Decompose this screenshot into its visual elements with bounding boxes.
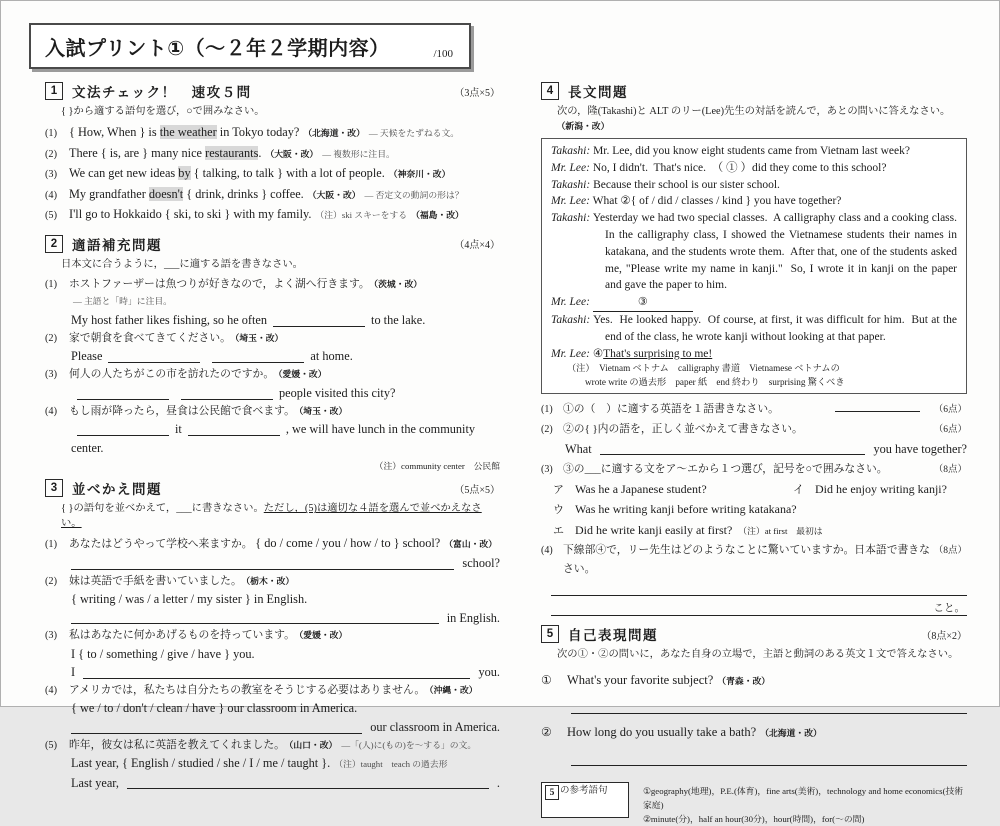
text-run: もし雨が降ったら，昼食は公民館で食べます。 [69, 404, 295, 417]
s5-item-1 [541, 671, 967, 691]
dialogue-line [551, 312, 960, 346]
dialogue-text: Yesterday we had two special classes. A calligraphy class and a cooking class. In the calligraphy class, I showed the Vietnamese students their names in katakana, and the students wrote them. After that, one of the students asked me, "Please write my name in kanji." So, I wrote it in kanji on the paper and gave the paper to him. [592, 212, 963, 292]
answer-blank [188, 423, 280, 436]
answer-line [71, 610, 439, 624]
vocab-note: （注）at first 最初は [738, 525, 823, 536]
question-text: ③の___に適する文をア～エから１つ選び，記号を○で囲みなさい。 [563, 462, 888, 475]
source-tag: （茨城・改） [373, 278, 423, 289]
item-number: (2) [45, 575, 58, 587]
text-run: Last year, [71, 775, 119, 790]
text-run: in English. [446, 610, 500, 625]
text-run: 何人の人たちがこの市を訪れたのですか。 [69, 368, 275, 381]
section4-instruction [557, 104, 967, 134]
reference-label-box [541, 782, 629, 818]
section5-title: 自己表現問題 [568, 628, 658, 644]
item-text [69, 205, 500, 225]
underlined-sentence: That's surprising to me! [603, 347, 713, 360]
s4-question-1 [541, 399, 967, 420]
speaker-name: Takashi: [551, 313, 591, 326]
s2-item-3-answer [71, 384, 500, 403]
question-text: How long do you usually take a bath? [567, 725, 757, 740]
japanese-prompt [69, 682, 500, 700]
answer-blank [77, 387, 169, 400]
highlighted-word: the weather [159, 125, 217, 139]
dialogue-line [551, 193, 957, 210]
item-number: (3) [45, 169, 58, 181]
text-run: school? [462, 555, 500, 570]
section1-header [45, 81, 500, 101]
section2-score: （4点×4） [454, 240, 500, 252]
s1-item-5 [45, 205, 500, 226]
answer-blank [212, 350, 304, 363]
s3-item-1-prompt [45, 535, 500, 554]
vocabulary-note-line1: （注） Vietnam ベトナム calligraphy 書道 Vietnamese ベトナムの [567, 363, 840, 374]
s3-item-2-words: { writing / was / a letter / my sister } in English. [71, 592, 308, 607]
item-number: (5) [45, 210, 58, 222]
speaker-name: Mr. Lee: [551, 161, 590, 174]
section5-header [541, 624, 967, 644]
text-run: We can get new ideas [69, 166, 179, 181]
text-run: . [258, 145, 262, 160]
question-number: (3) [541, 463, 553, 475]
text-run: . [496, 775, 500, 790]
item-number: (2) [45, 332, 58, 344]
dialogue-text: Because their school is our sister school. [593, 178, 780, 191]
s3-item-3-answer [71, 663, 500, 682]
dialogue-text: No, I didn't. That's nice. （ ① ）did they come to this school? [592, 161, 887, 174]
highlighted-word: restaurants [205, 145, 259, 160]
section4-header [541, 81, 967, 101]
text-run: 昨年，彼女は私に英語を教えてくれました。 [69, 738, 285, 751]
source-tag: （栃木・改） [245, 575, 295, 586]
item-number: (1) [45, 539, 58, 551]
hint-note: ―「(人)に(もの)を～する」の文。 [341, 739, 477, 750]
source-tag: （大阪・改） [307, 189, 361, 200]
points-tag: （6点） [933, 424, 967, 435]
points-tag: （8点） [933, 546, 967, 557]
item-number: (4) [45, 684, 58, 696]
source-tag: （青森・改） [717, 676, 771, 687]
section2-header [45, 234, 500, 254]
vocab-note: （注）taught teach の過去形 [334, 759, 448, 770]
option-text: Did he write kanji easily at first? [575, 522, 733, 537]
question-text: ②の{ }内の語を，正しく並べかえて書きなさい。 [563, 422, 803, 435]
s2-item-4-prompt [45, 403, 500, 421]
japanese-prompt [69, 627, 500, 645]
text-run: , we will have lunch in the community center. [71, 422, 476, 456]
highlighted-word: doesn't [148, 186, 184, 201]
spacer [45, 226, 500, 234]
reference-line-1: ①geography(地理)，P.E.(体育)，fine arts(美術)，technology and home economics(技術家庭) [643, 786, 964, 810]
speaker-name: Takashi: [551, 212, 591, 225]
option-a [553, 480, 793, 501]
text-run: { talking, to talk } with a lot of people. [190, 166, 385, 181]
item-number: ① [541, 673, 552, 688]
item-number: (3) [45, 369, 58, 381]
highlighted-word: by [178, 166, 191, 181]
s3-item-3-words: I { to / something / give / have } you. [71, 646, 255, 661]
item-text [69, 185, 500, 205]
underlined-instruction: ただし，(5)は適切な４語を選んで並べかえなさい。 [61, 503, 482, 530]
s5-item-2 [541, 723, 967, 743]
japanese-prompt [69, 573, 500, 591]
text-run: you. [478, 665, 500, 680]
source-tag: （埼玉・改） [234, 332, 284, 343]
speaker-name: Mr. Lee: [551, 195, 590, 208]
option-label: ア [553, 483, 564, 496]
answer-line [71, 556, 454, 570]
text-run: My host father likes fishing, so he often [71, 312, 268, 327]
hint-note: ― 主語と「時」に注目。 [73, 296, 172, 307]
right-column [541, 81, 967, 826]
text-run: 家で朝食を食べてきてください。 [69, 331, 231, 344]
source-tag: （北海道・改） [303, 128, 365, 138]
tail-text: こと。 [933, 603, 965, 615]
item-number: (1) [45, 278, 58, 290]
question-number: (2) [541, 423, 553, 435]
section1-score: （3点×5） [454, 87, 500, 99]
s3-item-2-answer [71, 609, 500, 628]
title-box [29, 23, 471, 69]
answer-line [551, 579, 967, 596]
spacer [541, 616, 967, 624]
item-number: (1) [45, 128, 58, 139]
brace-words: Last year, { English / studied / she / I / me / taught }. [71, 756, 331, 771]
source-tag: （埼玉・改） [298, 405, 348, 416]
dialogue-text: Mr. Lee, did you know eight students came from Vietnam last week? [593, 145, 910, 157]
answer-blank [77, 423, 169, 436]
section5-instruction: 次の①・②の問いに，あなた自身の立場で，主語と動詞のある英文１文で答えなさい。 [557, 649, 959, 661]
text-run: I [71, 665, 76, 680]
circled-number: ④ [592, 347, 604, 360]
section4-title: 長文問題 [568, 85, 628, 100]
item-number: (2) [45, 148, 58, 160]
dialogue-text: Yes. He looked happy. Of course, at first, it was difficult for him. But at the end of the class, he wrote kanji without looking at that paper. [593, 313, 960, 343]
s3-item-5-words [71, 754, 500, 774]
reference-label: の参考語句 [560, 786, 608, 797]
option-b [793, 480, 947, 501]
text-run: { drink, drinks } coffee. [183, 186, 304, 201]
section2-instruction: 日本文に合うように，___に適する語を書きなさい。 [61, 258, 303, 270]
s2-item-2-answer [71, 347, 500, 366]
s4-question-2 [541, 420, 967, 440]
text-run: { How, When } is [69, 125, 160, 139]
text-run: 私はあなたに何かあげるものを持っています。 [69, 629, 295, 642]
s4-question-2-answer [565, 440, 967, 458]
page-title: 入試プリント①（～２年２学期内容） [45, 37, 390, 60]
brace-words: { do / come / you / how / to } school? [255, 536, 441, 551]
section1-instruction: { }から適する語句を選び，○で囲みなさい。 [61, 106, 265, 117]
option-text: Did he enjoy writing kanji? [815, 481, 947, 496]
answer-line [127, 775, 489, 789]
s3-item-5-prompt [45, 737, 500, 755]
section3-instruction [61, 501, 500, 531]
dialogue-blank: ③ [593, 294, 693, 312]
text-run: to the lake. [371, 312, 426, 327]
section5-score: （8点×2） [921, 630, 967, 642]
s3-item-1-answer [71, 554, 500, 573]
s3-item-5-answer [71, 774, 500, 793]
answer-blank [108, 350, 200, 363]
points-tag: （6点） [933, 404, 967, 415]
item-number: ② [541, 725, 552, 740]
section3-score: （5点×5） [454, 484, 500, 496]
option-c [553, 500, 797, 521]
speaker-name: Takashi: [551, 145, 591, 157]
text-run: 次の，隆(Takashi)と ALT のリー(Lee)先生の対話を読んで，あとの問いに答えなさい。 [557, 106, 951, 117]
s4-q3-options-row1 [553, 480, 967, 501]
text-run: Please [71, 349, 103, 364]
dialogue-text: What ②{ of / did / classes / kind } you have together? [592, 195, 842, 208]
option-label: イ [793, 483, 804, 496]
text-run: our classroom in America. [370, 720, 500, 735]
answer-line [571, 700, 967, 714]
item-text [69, 144, 500, 164]
answer-line [600, 441, 866, 455]
text-run: at home. [310, 349, 353, 364]
section3-header [45, 478, 500, 498]
section1-title: 文法チェック！ 速攻５問 [72, 85, 252, 100]
item-number: (5) [45, 739, 58, 751]
s1-item-4 [45, 185, 500, 206]
source-tag: （新潟・改） [561, 121, 610, 131]
s1-item-3 [45, 164, 500, 185]
points-tag: （8点） [933, 464, 967, 475]
section2-number: 2 [45, 235, 63, 253]
s2-item-1-prompt [45, 276, 500, 311]
text-run: { }の語句を並べかえて，___に書きなさい。 [61, 503, 264, 515]
s3-item-4-prompt [45, 682, 500, 700]
section1-number: 1 [45, 82, 63, 100]
reference-section-number: 5 [545, 785, 559, 800]
option-d [553, 521, 732, 542]
s4-q3-options-row3 [553, 521, 967, 542]
text-run: あなたはどうやって学校へ来ますか。 [69, 538, 253, 551]
option-label: エ [553, 524, 564, 537]
speaker-name: Mr. Lee: [551, 296, 590, 309]
dialogue-line [551, 210, 963, 294]
item-number: (4) [45, 189, 58, 201]
source-tag: （愛媛・改） [298, 630, 348, 641]
answer-blank [835, 399, 920, 412]
section2-footnote: （注）community center 公民館 [374, 461, 500, 472]
option-text: Was he a Japanese student? [575, 481, 707, 496]
source-tag: （富山・改） [444, 539, 498, 550]
text-run: There { is, are } many nice [69, 145, 206, 160]
s3-item-3-prompt [45, 627, 500, 645]
dialogue-line [551, 177, 957, 194]
question-number: (4) [541, 545, 553, 557]
speaker-name: Takashi: [551, 178, 591, 191]
dialogue-line [551, 160, 957, 177]
hint-note: ― 天候をたずねる文。 [368, 128, 460, 138]
source-tag: （山口・改） [288, 739, 338, 750]
dialogue-line [551, 143, 957, 160]
text-run: アメリカでは，私たちは自分たちの教室をそうじする必要はありません。 [69, 683, 426, 696]
s1-item-1 [45, 123, 500, 144]
hint-note: ― 複数形に注目。 [322, 148, 395, 159]
reference-phrases [643, 782, 967, 826]
source-tag: （神奈川・改） [388, 169, 451, 180]
answer-line [83, 665, 470, 679]
text-run: What [565, 441, 592, 456]
dialogue-line-blank [551, 294, 957, 312]
answer-blank [181, 387, 273, 400]
s4-q3-options-row2 [553, 500, 967, 521]
answer-blank [273, 314, 365, 327]
japanese-prompt [69, 403, 500, 421]
item-number: (4) [45, 405, 58, 417]
source-tag: （福島・改） [411, 210, 464, 221]
section2-title: 適語補充問題 [72, 237, 162, 253]
text-run: I'll go to Hokkaido { ski, to ski } with my family. [69, 207, 312, 222]
japanese-prompt [69, 737, 500, 755]
source-tag: （北海道・改） [760, 728, 822, 739]
vocabulary-note-line2: wrote write の過去形 paper 紙 end 終わり surprising 驚くべき [585, 376, 845, 387]
item-number: (3) [45, 630, 58, 642]
source-tag: （大阪・改） [265, 148, 319, 159]
text-run: it [175, 422, 182, 437]
section3-title: 並べかえ問題 [72, 482, 162, 498]
source-tag: （愛媛・改） [278, 369, 327, 380]
item-text [69, 123, 500, 143]
japanese-prompt [69, 330, 500, 348]
text-run: 妹は英語で手紙を書いていました。 [69, 574, 242, 587]
question-text: ①の（ ）に適する英語を１語書きなさい。 [563, 402, 779, 415]
s2-item-3-prompt [45, 366, 500, 384]
s2-item-2-prompt [45, 330, 500, 348]
japanese-prompt [69, 276, 500, 311]
total-score-field: /100 [433, 48, 453, 60]
option-text: Was he writing kanji before writing katakana? [575, 502, 797, 517]
speaker-name: Mr. Lee: [551, 347, 590, 360]
section5-number: 5 [541, 625, 559, 643]
text-run: in Tokyo today? [216, 125, 300, 139]
question-text: 下線部④で，リー先生はどのようなことに驚いていますか。日本語で書きなさい。 [563, 544, 930, 576]
s4-question-3 [541, 460, 967, 480]
dialogue-box [541, 138, 967, 394]
s2-item-1-answer [71, 311, 500, 330]
s3-item-4-words: { we / to / don't / clean / have } our classroom in America. [71, 701, 358, 716]
s1-item-2 [45, 144, 500, 165]
reference-section [541, 782, 967, 826]
s2-item-4-answer [71, 420, 500, 458]
section3-number: 3 [45, 479, 63, 497]
item-text [69, 164, 500, 184]
s3-item-2-prompt [45, 573, 500, 591]
japanese-prompt [69, 366, 500, 384]
section4-number: 4 [541, 82, 559, 100]
question-text: What's your favorite subject? [567, 673, 714, 688]
question-number: (1) [541, 403, 553, 415]
vocab-note: （注）ski スキーをする [315, 210, 408, 221]
dialogue-line-underlined [551, 346, 957, 363]
text-run: people visited this city? [279, 385, 396, 400]
s4-question-4 [541, 541, 967, 579]
text-run: you have together? [873, 441, 967, 456]
reference-line-2: ②minute(分)，half an hour(30分)，hour(時間)，for(～の間) [643, 813, 865, 824]
source-tag: （沖縄・改） [429, 684, 478, 695]
answer-line-with-tail [551, 599, 967, 616]
text-run: ホストファーザーは魚つりが好きなので，よく湖へ行きます。 [69, 277, 370, 290]
answer-line [571, 752, 967, 766]
option-label: ウ [553, 504, 564, 517]
answer-line [71, 720, 362, 734]
hint-note: ― 否定文の動詞の形は？ [364, 189, 464, 200]
text-run: My grandfather [69, 186, 149, 201]
japanese-prompt [69, 535, 500, 554]
left-column [45, 81, 500, 792]
s3-item-4-answer [71, 718, 500, 737]
